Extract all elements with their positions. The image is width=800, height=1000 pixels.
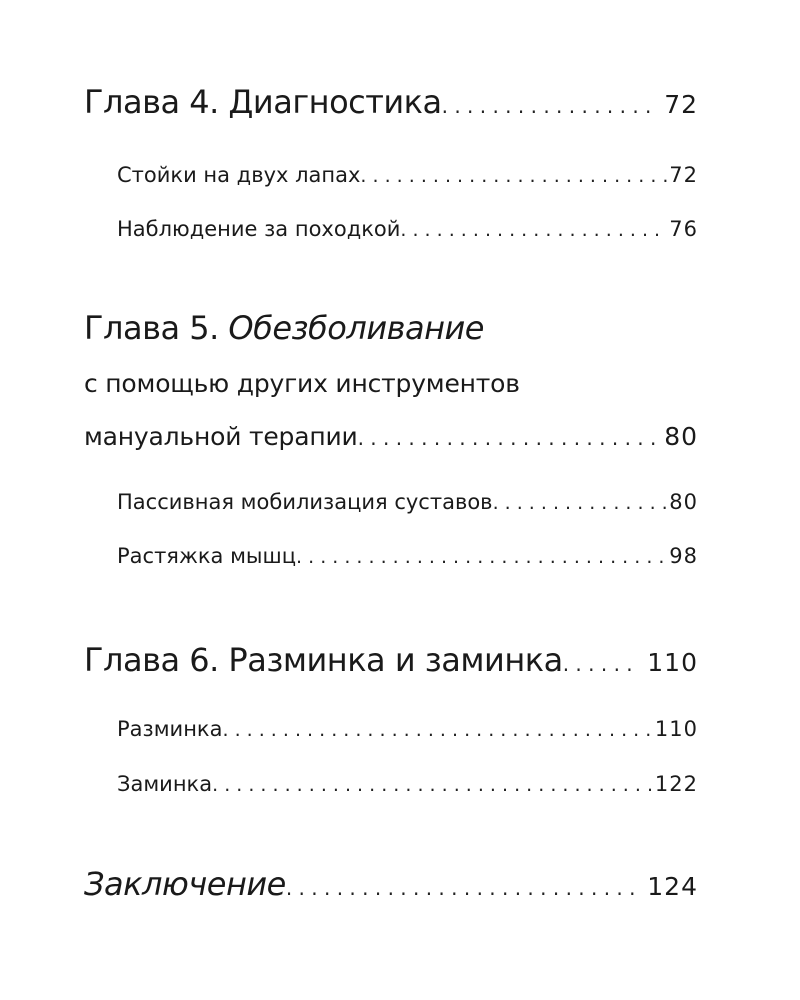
toc-section-ch5-2[interactable] — [117, 541, 698, 572]
section-title: Стойки на двух лапах — [117, 163, 361, 187]
chapter-6-page: 110 — [647, 648, 698, 677]
section-title: Заминка — [117, 772, 213, 796]
section-title: Растяжка мышц — [117, 544, 297, 568]
leader-dots — [212, 770, 653, 800]
chapter-4-page: 72 — [664, 90, 698, 119]
section-title: Разминка — [117, 717, 223, 741]
toc-chapter-4[interactable] — [84, 82, 698, 126]
conclusion-title: Заключение — [84, 865, 286, 903]
toc-section-ch6-2[interactable] — [117, 769, 698, 800]
section-page: 122 — [654, 772, 698, 796]
leader-dots — [358, 421, 659, 455]
chapter-5-prefix: Глава 5. — [84, 309, 229, 347]
toc-chapter-5-line-1[interactable] — [84, 308, 698, 348]
section-page: 98 — [669, 544, 698, 568]
chapter-5-page: 80 — [664, 422, 698, 451]
section-page: 76 — [669, 217, 698, 241]
toc-conclusion[interactable] — [84, 864, 698, 908]
chapter-6-title: Разминка и заминка — [228, 641, 563, 679]
toc-chapter-5-line-2 — [84, 367, 698, 401]
leader-dots — [360, 161, 667, 191]
chapter-5-label — [84, 308, 484, 348]
toc-chapter-6[interactable] — [84, 640, 698, 684]
section-page: 80 — [669, 490, 698, 514]
chapter-5-title-line-1: Обезболивание — [228, 309, 484, 347]
toc-section-ch4-1[interactable] — [117, 160, 698, 191]
chapter-6-prefix: Глава 6. — [84, 641, 229, 679]
toc-section-ch4-2[interactable] — [117, 214, 698, 245]
chapter-5-title-line-3: мануальной терапии — [84, 422, 358, 451]
leader-dots — [442, 86, 659, 126]
chapter-4-prefix: Глава 4. — [84, 83, 229, 121]
toc-section-ch5-1[interactable] — [117, 487, 698, 518]
chapter-4-title: Диагностика — [228, 83, 442, 121]
leader-dots — [400, 215, 667, 245]
section-title: Наблюдение за походкой — [117, 217, 401, 241]
section-page: 110 — [654, 717, 698, 741]
chapter-5-title-line-2: с помощью других инструментов — [84, 369, 520, 398]
conclusion-page: 124 — [647, 872, 698, 901]
section-title: Пассивная мобилизация суставов — [117, 490, 493, 514]
leader-dots — [286, 868, 641, 908]
section-page: 72 — [669, 163, 698, 187]
toc-chapter-5-line-3[interactable] — [84, 420, 698, 455]
leader-dots — [222, 715, 652, 745]
leader-dots — [296, 542, 667, 572]
toc-section-ch6-1[interactable] — [117, 714, 698, 745]
leader-dots — [493, 488, 668, 518]
chapter-4-label — [84, 82, 442, 122]
chapter-6-label — [84, 640, 563, 680]
leader-dots — [563, 644, 642, 684]
